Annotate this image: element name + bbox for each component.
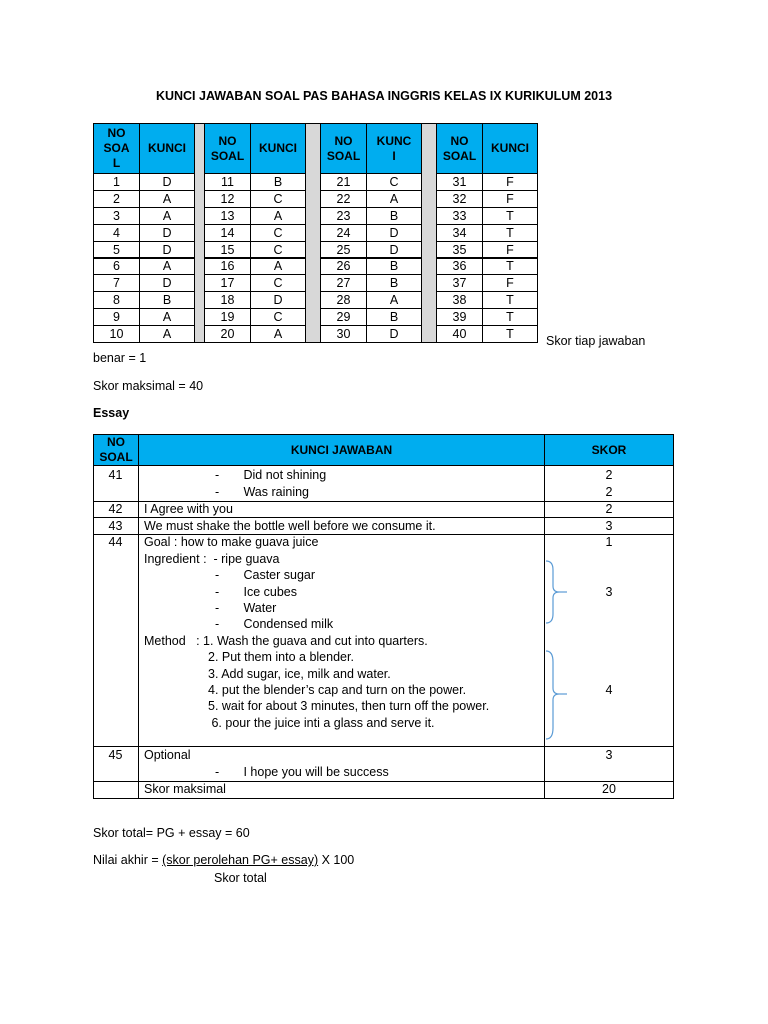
key-cell-no: 39 — [436, 308, 483, 326]
essay-row-41-line-2: - Was raining — [215, 485, 310, 499]
key-cell-answer: D — [366, 241, 422, 259]
final-score-line: Nilai akhir = (skor perolehan PG+ essay) X 100 — [93, 853, 355, 867]
key-group-4 — [436, 123, 539, 343]
score-note-b: benar = 1 — [93, 351, 147, 365]
key-cell-no: 33 — [436, 207, 483, 225]
key-group-2 — [204, 123, 307, 343]
essay-row-44-step: 5. wait for about 3 minutes, then turn off the power. — [208, 699, 490, 713]
key-header-no: NO SOA L — [93, 123, 140, 174]
essay-row-44-ingredient: - Ice cubes — [215, 585, 297, 599]
key-cell-no: 30 — [320, 325, 367, 343]
essay-row-44-no: 44 — [108, 535, 123, 549]
key-cell-no: 25 — [320, 241, 367, 259]
essay-row-41-score-1: 2 — [605, 468, 613, 482]
key-table-separator — [421, 123, 437, 343]
key-cell-answer: D — [139, 224, 195, 242]
final-numerator: (skor perolehan PG+ essay) — [162, 853, 319, 867]
key-header-no: NO SOAL — [436, 123, 483, 174]
essay-header-kunci: KUNCI JAWABAN — [138, 434, 545, 466]
key-cell-no: 40 — [436, 325, 483, 343]
key-header-no: NO SOAL — [204, 123, 251, 174]
essay-row-44-step: 3. Add sugar, ice, milk and water. — [208, 667, 391, 681]
key-cell-no: 34 — [436, 224, 483, 242]
key-cell-answer: B — [366, 207, 422, 225]
key-cell-no: 31 — [436, 173, 483, 191]
key-cell-answer: T — [482, 258, 538, 276]
key-cell-answer: A — [139, 190, 195, 208]
key-header-kunci: KUNC I — [366, 123, 422, 174]
essay-row-44-ingredient: - Condensed milk — [215, 617, 334, 631]
key-cell-answer: C — [250, 274, 306, 292]
key-cell-no: 38 — [436, 291, 483, 309]
key-cell-answer: A — [250, 258, 306, 276]
document-title: KUNCI JAWABAN SOAL PAS BAHASA INGGRIS KELAS IX KURIKULUM 2013 — [155, 89, 613, 103]
key-cell-no: 13 — [204, 207, 251, 225]
key-cell-no: 32 — [436, 190, 483, 208]
key-cell-answer: A — [250, 325, 306, 343]
key-cell-answer: D — [366, 224, 422, 242]
essay-row-42-answer: I Agree with you — [144, 502, 233, 516]
key-cell-no: 26 — [320, 258, 367, 276]
key-cell-no: 15 — [204, 241, 251, 259]
key-cell-no: 14 — [204, 224, 251, 242]
key-cell-no: 23 — [320, 207, 367, 225]
essay-row-45-no: 45 — [108, 748, 123, 762]
key-cell-answer: A — [139, 258, 195, 276]
essay-row-44-step: 4. put the blender’s cap and turn on the power. — [208, 683, 467, 697]
essay-heading: Essay — [93, 406, 130, 420]
key-table-separator — [305, 123, 321, 343]
key-cell-no: 1 — [93, 173, 140, 191]
key-cell-answer: A — [139, 325, 195, 343]
key-cell-answer: D — [139, 173, 195, 191]
essay-header-skor: SKOR — [544, 434, 674, 466]
key-cell-no: 28 — [320, 291, 367, 309]
key-cell-no: 24 — [320, 224, 367, 242]
key-cell-answer: F — [482, 173, 538, 191]
essay-row-44-ingredient: - Water — [215, 601, 277, 615]
key-cell-answer: T — [482, 308, 538, 326]
essay-row-42-no: 42 — [108, 502, 123, 516]
essay-row-42-score: 2 — [605, 502, 613, 516]
key-cell-no: 36 — [436, 258, 483, 276]
essay-row-44-step: 6. pour the juice inti a glass and serve it. — [208, 716, 435, 730]
key-cell-no: 17 — [204, 274, 251, 292]
essay-row-43-answer: We must shake the bottle well before we consume it. — [144, 519, 436, 533]
final-denominator: Skor total — [214, 871, 267, 885]
key-cell-no: 35 — [436, 241, 483, 259]
essay-row-41-line-1: - Did not shining — [215, 468, 327, 482]
key-cell-answer: C — [250, 224, 306, 242]
key-cell-answer: T — [482, 325, 538, 343]
key-cell-answer: D — [366, 325, 422, 343]
key-cell-answer: T — [482, 224, 538, 242]
essay-row-44-method-label: Method : 1. Wash the guava and cut into quarters. — [144, 634, 428, 648]
key-cell-answer: A — [366, 190, 422, 208]
key-cell-answer: B — [366, 274, 422, 292]
key-cell-answer: C — [250, 190, 306, 208]
key-cell-no: 5 — [93, 241, 140, 259]
answer-key-table — [93, 123, 535, 343]
key-cell-answer: B — [366, 258, 422, 276]
key-cell-no: 3 — [93, 207, 140, 225]
key-cell-no: 37 — [436, 274, 483, 292]
key-group-3 — [320, 123, 423, 343]
key-cell-no: 11 — [204, 173, 251, 191]
key-cell-answer: B — [366, 308, 422, 326]
key-cell-no: 20 — [204, 325, 251, 343]
essay-row-44-score-ingredients: 3 — [605, 585, 613, 599]
essay-row-43-no: 43 — [108, 519, 123, 533]
key-cell-no: 8 — [93, 291, 140, 309]
essay-row-44-score-method: 4 — [605, 683, 613, 697]
key-cell-answer: A — [139, 207, 195, 225]
key-cell-no: 7 — [93, 274, 140, 292]
key-header-kunci: KUNCI — [139, 123, 195, 174]
key-group-1 — [93, 123, 196, 343]
key-cell-answer: D — [250, 291, 306, 309]
key-cell-no: 12 — [204, 190, 251, 208]
essay-row-45-line-2: - I hope you will be success — [215, 765, 389, 779]
essay-header-no: NO SOAL — [93, 434, 139, 466]
key-cell-no: 9 — [93, 308, 140, 326]
essay-row-45-line-1: Optional — [144, 748, 191, 762]
essay-row-44-score-goal: 1 — [605, 535, 613, 549]
method-brace-icon — [545, 650, 569, 740]
essay-row-44-ingredient: - Caster sugar — [215, 568, 316, 582]
key-cell-answer: C — [250, 241, 306, 259]
essay-table — [93, 434, 674, 799]
key-cell-answer: C — [250, 308, 306, 326]
essay-footer-label: Skor maksimal — [144, 782, 226, 796]
essay-row-44-goal: Goal : how to make guava juice — [144, 535, 319, 549]
key-cell-no: 29 — [320, 308, 367, 326]
key-cell-answer: F — [482, 241, 538, 259]
key-cell-no: 4 — [93, 224, 140, 242]
key-cell-answer: D — [139, 274, 195, 292]
ingredients-brace-icon — [545, 560, 569, 624]
key-cell-answer: T — [482, 291, 538, 309]
key-cell-no: 16 — [204, 258, 251, 276]
total-score-line: Skor total= PG + essay = 60 — [93, 826, 250, 840]
key-cell-answer: F — [482, 190, 538, 208]
essay-row-45-score: 3 — [605, 748, 613, 762]
key-cell-answer: A — [139, 308, 195, 326]
key-header-no: NO SOAL — [320, 123, 367, 174]
key-cell-no: 21 — [320, 173, 367, 191]
key-cell-no: 18 — [204, 291, 251, 309]
essay-row-41-score-2: 2 — [605, 485, 613, 499]
key-header-kunci: KUNCI — [250, 123, 306, 174]
key-cell-answer: T — [482, 207, 538, 225]
key-header-kunci: KUNCI — [482, 123, 538, 174]
key-cell-answer: B — [139, 291, 195, 309]
essay-row-43-score: 3 — [605, 519, 613, 533]
key-cell-no: 22 — [320, 190, 367, 208]
max-score-pg: Skor maksimal = 40 — [93, 379, 204, 393]
essay-row-44-step: 2. Put them into a blender. — [208, 650, 354, 664]
key-cell-answer: C — [366, 173, 422, 191]
key-cell-no: 19 — [204, 308, 251, 326]
key-cell-answer: D — [139, 241, 195, 259]
key-cell-no: 2 — [93, 190, 140, 208]
key-cell-answer: A — [250, 207, 306, 225]
key-cell-answer: A — [366, 291, 422, 309]
key-cell-answer: F — [482, 274, 538, 292]
key-cell-answer: B — [250, 173, 306, 191]
score-note-a: Skor tiap jawaban — [546, 334, 646, 348]
key-cell-no: 6 — [93, 258, 140, 276]
key-cell-no: 27 — [320, 274, 367, 292]
essay-footer-score: 20 — [602, 782, 616, 796]
essay-row-41-no: 41 — [108, 468, 123, 482]
essay-row-44-ingredient-label: Ingredient : - ripe guava — [144, 552, 280, 566]
key-cell-no: 10 — [93, 325, 140, 343]
